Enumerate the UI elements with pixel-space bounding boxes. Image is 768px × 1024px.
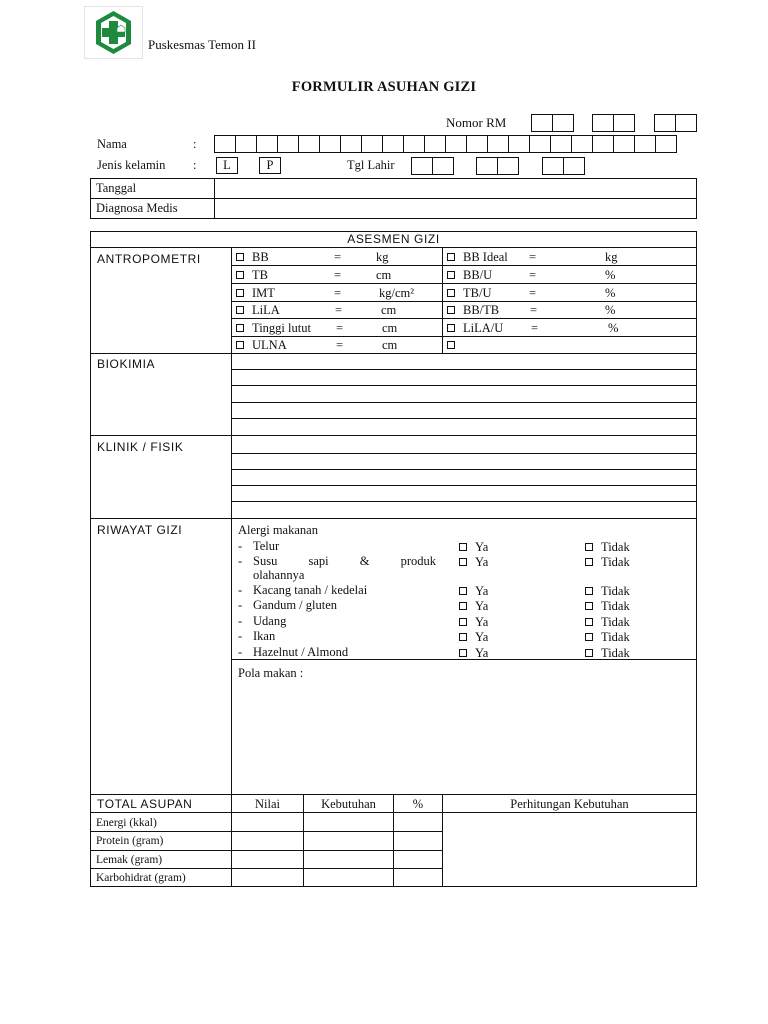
riwayat-gizi-label: RIWAYAT GIZI <box>97 523 183 537</box>
ulna-unit: cm <box>382 338 398 352</box>
tanggal-label: Tanggal <box>91 179 215 199</box>
alergi-dash: - <box>238 539 243 553</box>
alergi-tidak-option[interactable]: Tidak <box>585 615 630 629</box>
asupan-row-label: Karbohidrat (gram) <box>96 872 186 884</box>
alergi-dash: - <box>238 583 243 597</box>
ulna-equals: = <box>336 338 344 352</box>
alergi-dash: - <box>238 598 243 612</box>
alergi-ya-option[interactable]: Ya <box>459 630 488 644</box>
antropometri-label: ANTROPOMETRI <box>97 252 201 266</box>
jenis-kelamin-l-box[interactable]: L <box>216 157 238 174</box>
tgl-lahir-day-boxes[interactable] <box>411 157 453 175</box>
col-nilai: Nilai <box>255 797 280 811</box>
jenis-kelamin-p-box[interactable]: P <box>259 157 281 174</box>
jenis-kelamin-colon: : <box>193 158 197 172</box>
nomor-rm-boxes-3[interactable] <box>654 114 696 132</box>
lila-equals: = <box>335 303 343 317</box>
imt-equals: = <box>334 286 342 300</box>
col-persen: % <box>412 797 424 811</box>
alergi-dash: - <box>238 645 243 659</box>
bb-ideal-equals: = <box>529 250 537 264</box>
tanggal-field[interactable] <box>215 179 697 199</box>
alergi-item-label: Ikan <box>253 629 276 643</box>
imt-unit: kg/cm² <box>379 286 414 300</box>
tb-equals: = <box>334 268 342 282</box>
nomor-rm-boxes-1[interactable] <box>531 114 573 132</box>
pola-makan-label: Pola makan : <box>238 666 304 680</box>
puskesmas-logo <box>84 6 143 59</box>
asesmen-gizi-title: ASESMEN GIZI <box>347 232 440 246</box>
alergi-tidak-option[interactable]: Tidak <box>585 584 630 598</box>
klinik-fisik-label: KLINIK / FISIK <box>97 440 184 454</box>
lila-u-unit: % <box>608 321 619 335</box>
bb-tb-unit: % <box>605 303 616 317</box>
nama-colon: : <box>193 137 197 151</box>
bb-ideal-unit: kg <box>605 250 618 264</box>
tb-u-unit: % <box>605 286 616 300</box>
checkbox-bb-tb[interactable]: BB/TB <box>447 303 499 317</box>
tgl-lahir-year-boxes[interactable] <box>542 157 584 175</box>
col-kebutuhan: Kebutuhan <box>321 797 376 811</box>
alergi-item-label-line2: olahannya <box>253 568 305 582</box>
lila-u-equals: = <box>531 321 539 335</box>
nomor-rm-label: Nomor RM <box>446 115 507 130</box>
asupan-row-label: Lemak (gram) <box>96 854 163 866</box>
checkbox-tb[interactable]: TB <box>236 268 268 282</box>
form-title: FORMULIR ASUHAN GIZI <box>291 79 477 95</box>
tanggal-diagnosa-table <box>90 178 697 219</box>
nama-label: Nama <box>97 137 127 151</box>
puskesmas-logo-icon <box>85 7 142 58</box>
alergi-makanan-title: Alergi makanan <box>238 523 318 537</box>
tinggi-lutut-unit: cm <box>382 321 398 335</box>
col-perhitungan-kebutuhan: Perhitungan Kebutuhan <box>510 797 629 811</box>
alergi-dash: - <box>238 629 243 643</box>
bb-unit: kg <box>376 250 389 264</box>
checkbox-tinggi-lutut[interactable]: Tinggi lutut <box>236 321 311 335</box>
alergi-item-label: Telur <box>253 539 280 553</box>
alergi-tidak-option[interactable]: Tidak <box>585 540 630 554</box>
checkbox-bb[interactable]: BB <box>236 250 269 264</box>
alergi-item-label: Kacang tanah / kedelai <box>253 583 368 597</box>
tgl-lahir-month-boxes[interactable] <box>476 157 518 175</box>
nama-boxes[interactable] <box>214 135 676 153</box>
alergi-tidak-option[interactable]: Tidak <box>585 555 630 569</box>
jenis-kelamin-label: Jenis kelamin <box>97 158 166 172</box>
alergi-ya-option[interactable]: Ya <box>459 540 488 554</box>
alergi-item-label: Susu sapi & produk <box>253 554 436 568</box>
clinic-name: Puskesmas Temon II <box>148 37 256 52</box>
asesmen-gizi-form <box>90 231 697 887</box>
checkbox-lila-u[interactable]: LiLA/U <box>447 321 503 335</box>
lila-unit: cm <box>381 303 397 317</box>
tb-unit: cm <box>376 268 392 282</box>
alergi-dash: - <box>238 554 243 568</box>
bb-tb-equals: = <box>530 303 538 317</box>
alergi-tidak-option[interactable]: Tidak <box>585 599 630 613</box>
alergi-item-label: Hazelnut / Almond <box>253 645 349 659</box>
diagnosa-label: Diagnosa Medis <box>91 199 215 219</box>
asupan-row-label: Energi (kkal) <box>96 817 157 829</box>
asupan-row-label: Protein (gram) <box>96 835 164 847</box>
diagnosa-field[interactable] <box>215 199 697 219</box>
alergi-ya-option[interactable]: Ya <box>459 615 488 629</box>
alergi-item-label: Gandum / gluten <box>253 598 338 612</box>
alergi-ya-option[interactable]: Ya <box>459 599 488 613</box>
checkbox-bb-u[interactable]: BB/U <box>447 268 492 282</box>
alergi-ya-option[interactable]: Ya <box>459 584 488 598</box>
checkbox-imt[interactable]: IMT <box>236 286 275 300</box>
tgl-lahir-label: Tgl Lahir <box>347 158 395 172</box>
alergi-item-label: Udang <box>253 614 287 628</box>
biokimia-label: BIOKIMIA <box>97 357 156 371</box>
tb-u-equals: = <box>529 286 537 300</box>
alergi-tidak-option[interactable]: Tidak <box>585 646 630 660</box>
alergi-dash: - <box>238 614 243 628</box>
checkbox-bb-ideal[interactable]: BB Ideal <box>447 250 508 264</box>
checkbox-other[interactable] <box>447 338 463 352</box>
alergi-ya-option[interactable]: Ya <box>459 555 488 569</box>
checkbox-tb-u[interactable]: TB/U <box>447 286 491 300</box>
total-asupan-label: TOTAL ASUPAN <box>97 797 193 811</box>
bb-equals: = <box>334 250 342 264</box>
bb-u-equals: = <box>529 268 537 282</box>
alergi-ya-option[interactable]: Ya <box>459 646 488 660</box>
tinggi-lutut-equals: = <box>336 321 344 335</box>
alergi-tidak-option[interactable]: Tidak <box>585 630 630 644</box>
nomor-rm-boxes-2[interactable] <box>592 114 634 132</box>
checkbox-ulna[interactable]: ULNA <box>236 338 287 352</box>
checkbox-lila[interactable]: LiLA <box>236 303 280 317</box>
bb-u-unit: % <box>605 268 616 282</box>
